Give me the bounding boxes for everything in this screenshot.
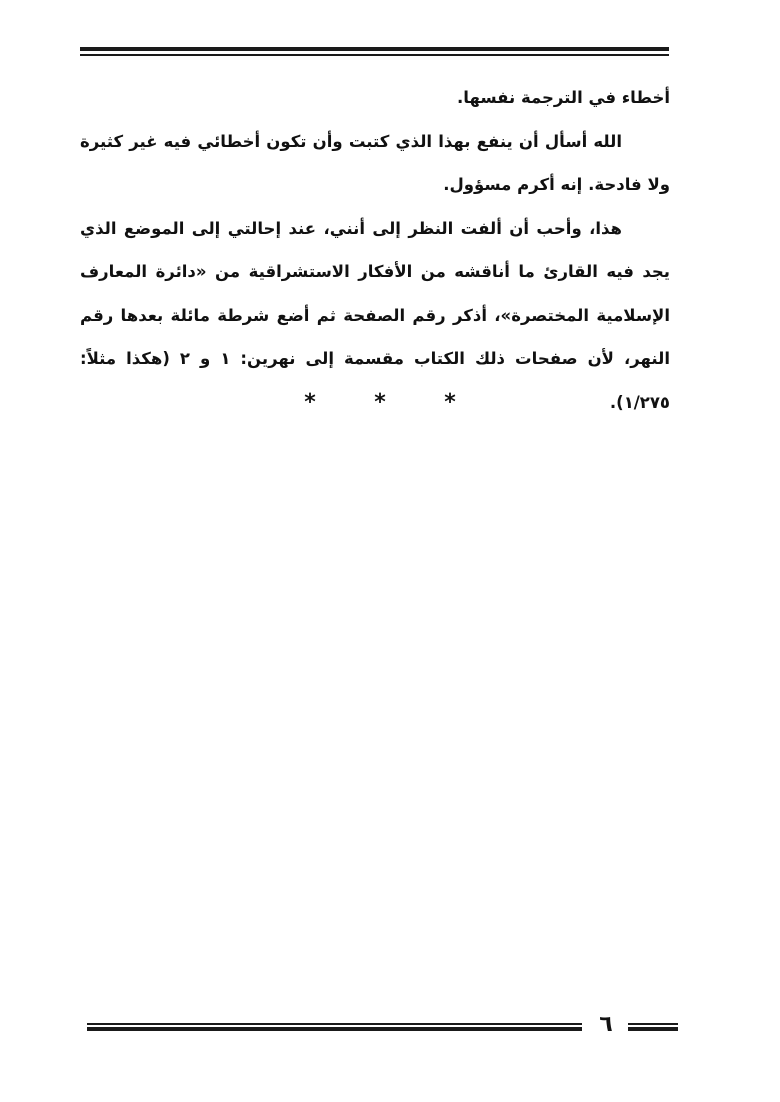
header-rule-thick <box>80 47 669 51</box>
header-rule <box>80 47 669 56</box>
paragraph-3: هذا، وأحب أن ألفت النظر إلى أنني، عند إحالتي إلى الموضع الذي يجد فيه القارئ ما أناقشه من الأفكار الاستشراقية من «دائرة المعارف الإسلامية المختصرة»، أذكر رقم الصفحة ثم أضع شرطة مائلة بعدها رقم النهر، لأن صفحات ذلك الكتاب مقسمة إلى نهرين: ١ و ٢ (هكذا مثلاً: ١/٢٧٥). <box>80 218 670 412</box>
footer-rule-right-thick <box>628 1027 678 1031</box>
separator-asterisk: * <box>374 390 386 415</box>
footer-rule-left-thin <box>87 1023 582 1025</box>
footer-rule-left <box>87 1023 582 1031</box>
header-rule-thin <box>80 54 669 56</box>
paragraph-2: الله أسأل أن ينفع بهذا الذي كتبت وأن تكون أخطائي فيه غير كثيرة ولا فادحة. إنه أكرم مسؤول. <box>80 131 670 194</box>
footer-rule-left-thick <box>87 1027 582 1031</box>
footer-rule-right <box>628 1023 678 1031</box>
separator-asterisk: * <box>304 390 316 415</box>
body-text <box>80 76 670 424</box>
footer-rule-right-thin <box>628 1023 678 1025</box>
separator-asterisk: * <box>444 390 456 415</box>
section-separator <box>300 390 460 415</box>
paragraph-1: أخطاء في الترجمة نفسها. <box>456 88 670 107</box>
page-number: ٦ <box>599 1012 613 1037</box>
